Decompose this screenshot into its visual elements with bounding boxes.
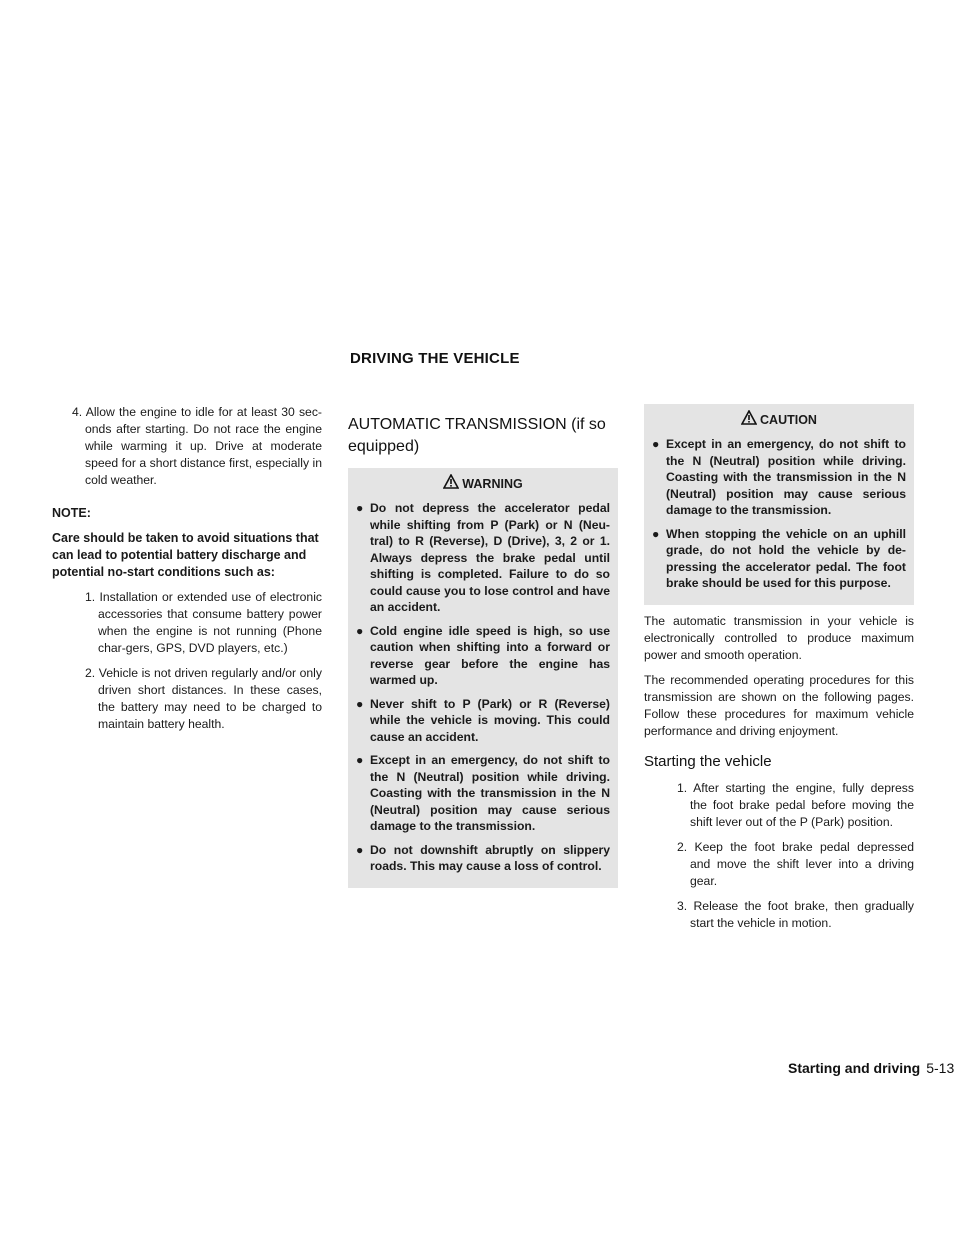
bullet-icon: ● — [652, 526, 660, 541]
caution-header — [652, 404, 906, 436]
warning-triangle-icon — [741, 410, 757, 430]
bullet-icon: ● — [356, 842, 364, 857]
page-footer — [788, 1060, 954, 1076]
warning-item: ● Except in an emergency, do not shift to the N (Neutral) position while driving. Coasting with the transmission in the N (Neutral) position may cause serious damage to the transmission. — [356, 753, 610, 833]
subheading: Starting the vehicle — [644, 752, 772, 770]
list-item: 2. Vehicle is not driven regularly and/or only driven short distances. In these cases, the battery may need to be charged to maintain battery health. — [85, 666, 322, 731]
warning-triangle-icon — [443, 474, 459, 494]
caution-item: ● Except in an emergency, do not shift to the N (Neutral) position while driving. Coasting with the transmission in the N (Neutral) position may cause serious damage to the transmission. — [652, 437, 906, 517]
warning-item: ● Never shift to P (Park) or R (Reverse) while the vehicle is moving. This could cause an accident. — [356, 696, 610, 744]
bullet-icon: ● — [356, 501, 364, 515]
list-item: 1. Installation or extended use of electronic accessories that consume battery power when the engine is not running (Phone char-gers, GPS, DVD players, etc.) — [85, 590, 323, 655]
list-item: 3. Release the foot brake, then gradually start the vehicle in motion. — [677, 898, 915, 930]
bullet-icon: ● — [356, 753, 364, 767]
caution-box — [644, 404, 914, 605]
warning-item: ● Do not depress the accelerator pedal while shifting from P (Park) or N (Neu-tral) to R (Reverse), D (Drive), 3, 2 or 1. Always depress the brake pedal until shifting is completed. Failure to do so could cause you to lose control and have an accident. — [356, 501, 610, 614]
list-item: 4. Allow the engine to idle for at least 30 sec-onds after starting. Do not race the engine while warming it up. Drive at moderate speed for a short distance first, especially in cold weather. — [72, 405, 322, 487]
paragraph: The automatic transmission in your vehicle is electronically controlled to produce maximum power and smooth operation. — [644, 613, 914, 662]
note-body: Care should be taken to avoid situations that can lead to potential battery discharge and potential no-start conditions such as: — [52, 531, 319, 579]
bullet-icon: ● — [356, 623, 364, 638]
warning-item: ● Do not downshift abruptly on slippery roads. This may cause a loss of control. — [356, 842, 610, 873]
caution-title: CAUTION — [760, 412, 817, 427]
column-3 — [644, 404, 914, 940]
warning-item: ● Cold engine idle speed is high, so use caution when shifting into a forward or reverse gear before the engine has warmed up. — [356, 623, 610, 687]
list-item: 2. Keep the foot brake pedal depressed and move the shift lever into a driving gear. — [677, 839, 914, 888]
note-label: NOTE: — [52, 506, 91, 520]
column-2 — [348, 414, 618, 896]
section-heading: AUTOMATIC TRANSMISSION (if so equipped) — [348, 416, 606, 455]
column-1 — [52, 404, 322, 741]
list-item: 1. After starting the engine, fully depress the foot brake pedal before moving the shift lever out of the P (Park) position. — [677, 780, 914, 829]
caution-item: ● When stopping the vehicle on an uphill grade, do not hold the vehicle by de-pressing the accelerator pedal. The foot brake should be used for this purpose. — [652, 526, 906, 590]
paragraph: The recommended operating procedures for this transmission are shown on the following pages. Follow these procedures for maximum vehicle performance and driving enjoyment. — [644, 672, 914, 738]
bullet-icon: ● — [652, 437, 660, 451]
warning-box — [348, 468, 618, 888]
warning-header — [356, 468, 610, 500]
warning-title: WARNING — [462, 476, 523, 491]
footer-section: Starting and driving — [788, 1060, 921, 1076]
bullet-icon: ● — [356, 696, 364, 711]
page-number: 5-13 — [926, 1060, 955, 1076]
section-header: DRIVING THE VEHICLE — [350, 350, 520, 367]
